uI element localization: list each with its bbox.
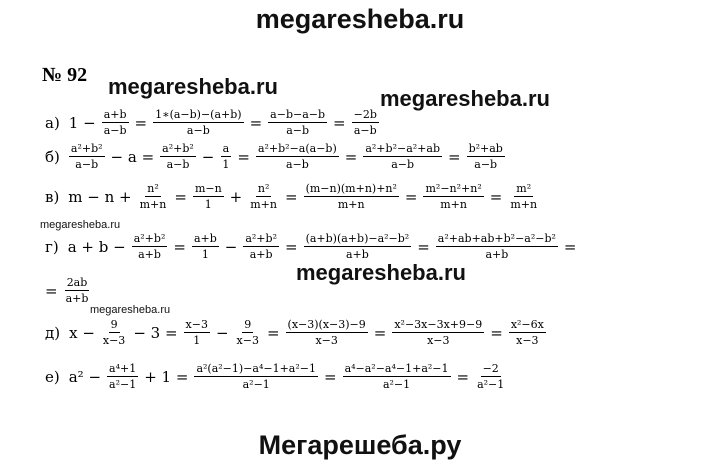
equals: = [266, 323, 280, 342]
fraction [192, 232, 219, 261]
fraction [304, 232, 412, 261]
watermark-mid-3: megaresheba.ru [296, 260, 466, 285]
label-v: в) [45, 187, 60, 206]
fraction [268, 108, 327, 137]
fraction [193, 182, 224, 211]
label-g: г) [45, 237, 59, 256]
problem-number: № 92 [42, 64, 88, 86]
numerator: a+b [193, 232, 217, 245]
numerator: 2ab [66, 276, 88, 289]
term: 1 − [68, 113, 96, 132]
denominator: a−b [186, 124, 210, 137]
denominator: a−b [286, 124, 310, 137]
numerator: (m−n)(m+n)+n² [305, 182, 397, 195]
fraction [132, 232, 168, 261]
equals: = [173, 237, 186, 256]
numerator: a⁴−a²−a⁴−1+a²−1 [344, 362, 449, 375]
numerator: x²−6x [510, 318, 544, 331]
numerator: a²(a²−1)−a⁴−1+a²−1 [196, 362, 316, 375]
equals: = [249, 113, 263, 132]
equals: = [563, 237, 577, 256]
fraction [107, 362, 138, 391]
line-g-continuation [42, 276, 93, 305]
denominator: 1 [201, 248, 209, 261]
denominator: a−b [103, 124, 127, 137]
numerator: m² [516, 182, 532, 195]
label-a: а) [45, 113, 60, 132]
numerator: 9 [110, 318, 118, 331]
fraction [508, 182, 539, 211]
equals: = [323, 367, 337, 386]
numerator: a [222, 142, 230, 155]
numerator: x−3 [185, 318, 208, 331]
numerator: a⁴+1 [109, 362, 137, 375]
numerator: a+b [103, 108, 127, 121]
fraction [220, 142, 231, 171]
line-d [42, 318, 549, 347]
equals: = [417, 237, 430, 256]
numerator: (x−3)(x−3)−9 [287, 318, 366, 331]
denominator: a²−1 [477, 378, 505, 391]
fraction [256, 142, 339, 171]
denominator: m+n [337, 198, 365, 211]
equals: = [490, 323, 503, 342]
line-v [42, 182, 542, 211]
fraction [436, 232, 558, 261]
denominator: x−3 [516, 334, 539, 347]
denominator: m+n [510, 198, 538, 211]
term: − [215, 323, 229, 342]
denominator: x−3 [427, 334, 450, 347]
fraction [102, 108, 129, 137]
term: − 3 = [133, 323, 178, 342]
label-b: б) [45, 147, 60, 166]
denominator: a+b [65, 292, 89, 305]
denominator: a²−1 [382, 378, 411, 391]
watermark-mid-1: megaresheba.ru [108, 74, 278, 99]
line-e [42, 362, 509, 391]
numerator: n² [147, 182, 159, 195]
fraction [475, 362, 506, 391]
term: a² − [68, 367, 102, 386]
numerator: m−n [194, 182, 222, 195]
fraction [184, 318, 210, 347]
fraction [343, 362, 451, 391]
numerator: a²+b² [245, 232, 277, 245]
term: − [201, 147, 215, 166]
line-a [42, 108, 382, 137]
denominator: x−3 [236, 334, 259, 347]
term: x − [69, 323, 95, 342]
fraction [69, 142, 105, 171]
term: a + b − [67, 237, 126, 256]
watermark-mid-2: megaresheba.ru [380, 86, 550, 111]
numerator: −2 [482, 362, 499, 375]
fraction [243, 232, 279, 261]
line-b [42, 142, 508, 171]
equals: = [373, 323, 387, 342]
numerator: a²+b²−a(a−b) [257, 142, 337, 155]
equals: = [404, 187, 418, 206]
equals: = [489, 187, 503, 206]
watermark-small-1: megaresheba.ru [40, 219, 121, 231]
label-d: д) [45, 323, 61, 342]
equals: = [447, 147, 461, 166]
watermark-top: megaresheba.ru [255, 4, 465, 34]
denominator: x−3 [315, 334, 338, 347]
denominator: a²−1 [242, 378, 270, 391]
watermark-small-2: megaresheba.ru [90, 304, 171, 316]
term: − [224, 237, 238, 256]
denominator: a²−1 [109, 378, 137, 391]
fraction [509, 318, 546, 347]
denominator: a−b [353, 124, 377, 137]
term: m − n + [68, 187, 132, 206]
equals: = [344, 147, 358, 166]
numerator: a²+b²−a²+ab [365, 142, 440, 155]
denominator: 1 [204, 198, 212, 211]
denominator: 1 [193, 334, 201, 347]
fraction [235, 318, 261, 347]
denominator: x−3 [102, 334, 126, 347]
fraction [160, 142, 196, 171]
fraction [248, 182, 279, 211]
fraction [392, 318, 484, 347]
fraction [352, 108, 379, 137]
numerator: a²+b² [70, 142, 103, 155]
denominator: a−b [75, 158, 99, 171]
term: + [229, 187, 243, 206]
numerator: a−b−a−b [270, 108, 326, 121]
fraction [101, 318, 127, 347]
denominator: 1 [222, 158, 230, 171]
denominator: a−b [166, 158, 190, 171]
watermark-bottom: Мегарешеба.ру [258, 430, 462, 460]
equals: = [333, 113, 346, 132]
numerator: a²+ab+ab+b²−a²−b² [437, 232, 556, 245]
equals: = [456, 367, 470, 386]
numerator: n² [257, 182, 270, 195]
fraction [363, 142, 442, 171]
fraction [194, 362, 318, 391]
numerator: x²−3x−3x+9−9 [394, 318, 483, 331]
fraction [64, 276, 91, 305]
denominator: m+n [250, 198, 277, 211]
numerator: −2b [353, 108, 377, 121]
numerator: m²−n²+n² [425, 182, 482, 195]
denominator: m+n [139, 198, 167, 211]
fraction [286, 318, 368, 347]
denominator: a+b [345, 248, 369, 261]
numerator: a²+b² [133, 232, 166, 245]
denominator: a−b [474, 158, 498, 171]
numerator: b²+ab [468, 142, 503, 155]
denominator: a−b [285, 158, 309, 171]
fraction [138, 182, 169, 211]
denominator: a+b [249, 248, 273, 261]
term: − a = [110, 147, 155, 166]
equals: = [45, 281, 58, 300]
denominator: a+b [485, 248, 509, 261]
denominator: a+b [138, 248, 161, 261]
equals: = [284, 237, 298, 256]
line-g [42, 232, 580, 261]
fraction [423, 182, 483, 211]
numerator: a²+b² [162, 142, 194, 155]
equals: = [134, 113, 148, 132]
denominator: m+n [440, 198, 467, 211]
equals: = [284, 187, 298, 206]
numerator: (a+b)(a+b)−a²−b² [305, 232, 410, 245]
numerator: 9 [244, 318, 252, 331]
fraction [153, 108, 244, 137]
equals: = [237, 147, 250, 166]
fraction [467, 142, 505, 171]
term: + 1 = [144, 367, 189, 386]
numerator: 1∗(a−b)−(a+b) [155, 108, 242, 121]
denominator: a−b [391, 158, 415, 171]
equals: = [174, 187, 187, 206]
label-e: е) [45, 367, 60, 386]
fraction [304, 182, 399, 211]
